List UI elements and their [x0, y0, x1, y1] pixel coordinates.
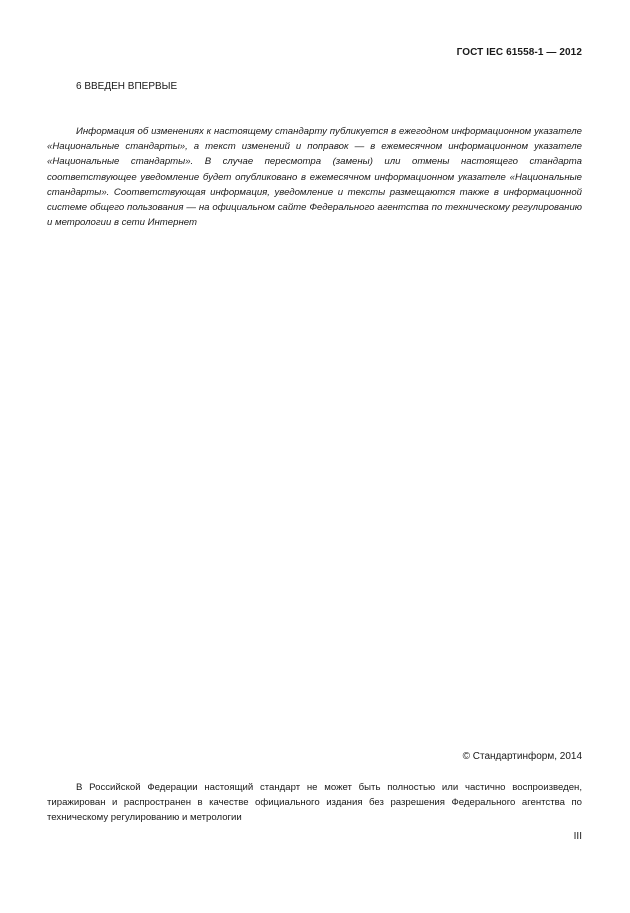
page-number: III — [573, 831, 582, 842]
introduction-item: 6 ВВЕДЕН ВПЕРВЫЕ — [76, 81, 178, 92]
copyright-line: © Стандартинформ, 2014 — [462, 751, 582, 762]
amendments-info-paragraph: Информация об изменениях к настоящему стандарту публикуется в ежегодном информационном указателе «Национальные стандарты», а текст изменений и поправок — в ежемесячном информационном указателе «Национальные стандарты». В случае пересмотра (замены) или отмены настоящего стандарта соответствующее уведомление будет опубликовано в ежемесячном информационном указателе «Национальные стандарты». Соответствующая информация, уведомление и тексты размещаются также в информационной системе общего пользования — на официальном сайте Федерального агентства по техническому регулированию и метрологии в сети Интернет — [47, 126, 582, 229]
reproduction-rights-paragraph: В Российской Федерации настоящий стандарт не может быть полностью или частично воспроизведен, тиражирован и распространен в качестве официального издания без разрешения Федерального агентства по техническому регулированию и метрологии — [47, 782, 582, 824]
document-code-header: ГОСТ IEC 61558-1 — 2012 — [456, 47, 582, 58]
